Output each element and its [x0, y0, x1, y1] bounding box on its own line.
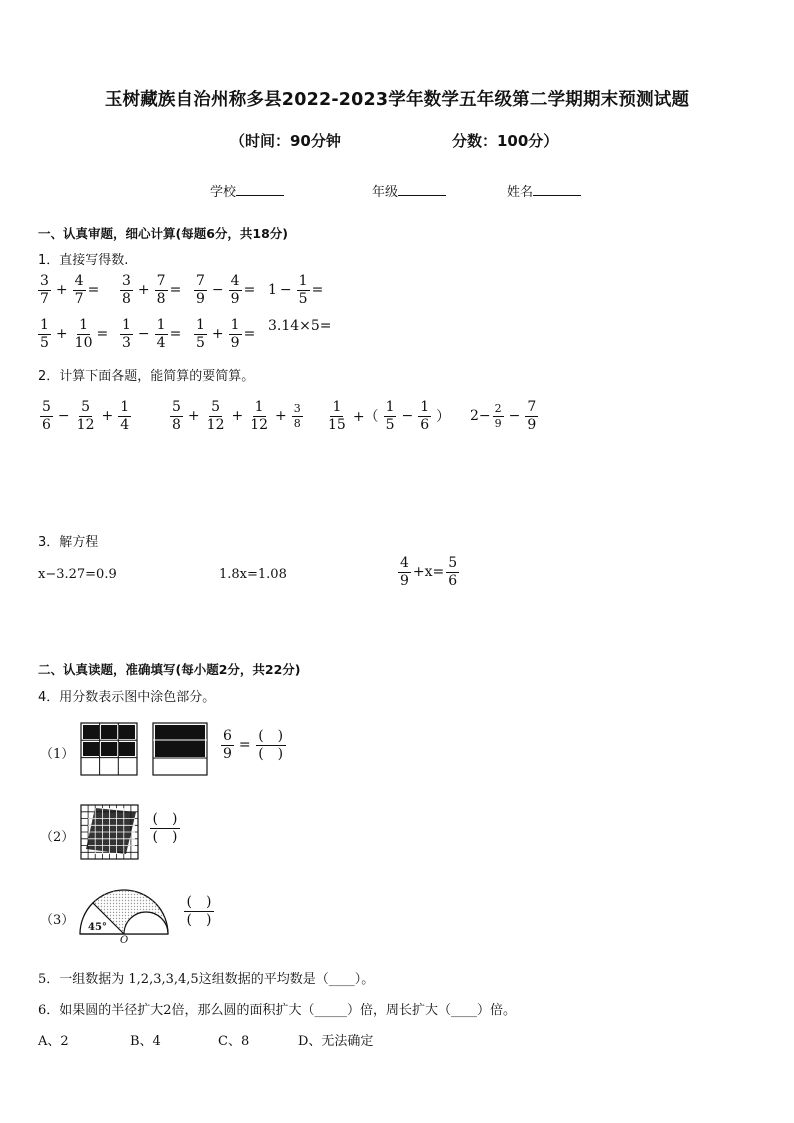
option-b: B、4 — [130, 1034, 161, 1049]
calc-item: $\frac{7}{9}$ − $\frac{4}{9}$ = — [196, 273, 256, 307]
section1-heading: 一、认真审题，细心计算(每题6分，共18分) — [38, 226, 289, 241]
fraction: $\frac{7}{9}$ — [196, 273, 205, 307]
part1-answer: $\frac{6}{9}$ = $\frac{( )}{( )}$ — [219, 729, 288, 761]
option-c: C、8 — [218, 1034, 250, 1049]
fraction: $\frac{1}{15}$ — [328, 399, 346, 433]
calc-item: $\frac{1}{5}$ + $\frac{1}{10}$ = — [40, 317, 109, 351]
section2-heading: 二、认真读题，准确填写(每小题2分，共22分) — [38, 662, 301, 677]
q1-label: 1．直接写得数. — [38, 253, 129, 268]
q2-label: 2．计算下面各题，能简算的要简算。 — [38, 369, 255, 384]
fraction: $\frac{5}{12}$ — [206, 399, 225, 433]
q5-text: 5．一组数据为 1,2,3,3,4,5这组数据的平均数是（____）。 — [38, 972, 375, 987]
exam-score: 分数：100分） — [452, 132, 559, 150]
fraction: $\frac{5}{12}$ — [76, 399, 95, 433]
calc-item: $\frac{3}{7}$ + $\frac{4}{7}$ = — [40, 273, 100, 307]
answer-blank-fraction: $\frac{( )}{( )}$ — [150, 812, 180, 844]
calc-item: $\frac{1}{5}$ + $\frac{1}{9}$ = — [196, 317, 256, 351]
part3-answer — [182, 895, 216, 927]
parallelogram-grid-figure — [80, 804, 140, 860]
part3-label: （3） — [40, 913, 75, 928]
grid-3x3-figure — [80, 722, 138, 776]
school-label: 学校 — [210, 185, 237, 200]
calc-item: $\frac{3}{8}$ + $\frac{7}{8}$ = — [122, 273, 182, 307]
angle-label: 45° — [88, 922, 107, 933]
fraction: $\frac{5}{6}$ — [42, 399, 51, 433]
striped-rectangle-figure — [152, 722, 208, 776]
school-field — [210, 181, 284, 200]
q2-expression-2: $\frac{5}{8}$ + $\frac{5}{12}$ + $\frac{1}{12}$ + $\frac{3}{8}$ — [172, 399, 301, 433]
fraction: $\frac{4}{7}$ — [74, 273, 84, 307]
fraction: $\frac{1}{4}$ — [120, 399, 130, 433]
fraction: $\frac{1}{5}$ — [385, 399, 395, 433]
part1-label: （1） — [40, 747, 75, 762]
fraction: $\frac{7}{8}$ — [156, 273, 166, 307]
part2-label: （2） — [40, 830, 75, 845]
fraction: $\frac{1}{4}$ — [156, 317, 166, 351]
calc-item: 1 − $\frac{1}{5}$ = — [268, 273, 324, 307]
origin-label: O — [120, 935, 129, 944]
fraction: $\frac{1}{5}$ — [298, 273, 308, 307]
q6-text: 6．如果圆的半径扩大2倍，那么圆的面积扩大（_____）倍，周长扩大（____）倍。 — [38, 1003, 517, 1018]
name-field — [507, 181, 581, 200]
q3-label: 3．解方程 — [38, 535, 99, 550]
q2-expression-3: $\frac{1}{15}$ +（ $\frac{1}{5}$ − $\frac{1}{6}$ ） — [328, 399, 451, 433]
fraction: $\frac{3}{7}$ — [40, 273, 49, 307]
q2-expression-1: $\frac{5}{6}$ − $\frac{5}{12}$ + $\frac{1}{4}$ — [42, 399, 130, 433]
fraction: $\frac{1}{9}$ — [230, 317, 240, 351]
answer-blank-fraction: $\frac{( )}{( )}$ — [184, 895, 214, 927]
option-a: A、2 — [38, 1034, 69, 1049]
grade-field — [372, 181, 446, 200]
q2-expression-4: 2− $\frac{2}{9}$ − $\frac{7}{9}$ — [470, 399, 537, 433]
page-title: 玉树藏族自治州称多县2022-2023学年数学五年级第二学期期末预测试题 — [104, 90, 690, 110]
fraction: $\frac{1}{12}$ — [250, 399, 269, 433]
option-d: D、无法确定 — [298, 1034, 374, 1049]
fraction: $\frac{7}{9}$ — [527, 399, 537, 433]
fraction: $\frac{1}{3}$ — [122, 317, 131, 351]
part2-answer — [148, 812, 182, 844]
calc-item: 3.14×5= — [268, 318, 332, 334]
fraction: $\frac{3}{8}$ — [122, 273, 131, 307]
exam-time: （时间：90分钟 — [230, 132, 341, 150]
fraction: $\frac{1}{10}$ — [74, 317, 93, 351]
fraction: $\frac{2}{9}$ — [494, 402, 502, 430]
fraction: $\frac{5}{8}$ — [172, 399, 181, 433]
fraction: $\frac{1}{5}$ — [40, 317, 49, 351]
fraction: $\frac{3}{8}$ — [293, 402, 301, 430]
fraction: $\frac{4}{9}$ — [400, 555, 409, 589]
equation-1: x−3.27=0.9 — [38, 567, 117, 582]
calc-item: $\frac{1}{3}$ − $\frac{1}{4}$ = — [122, 317, 182, 351]
fraction: $\frac{4}{9}$ — [230, 273, 240, 307]
answer-blank-fraction: $\frac{( )}{( )}$ — [256, 729, 286, 761]
fraction: $\frac{5}{6}$ — [448, 555, 458, 589]
q4-label: 4．用分数表示图中涂色部分。 — [38, 690, 216, 705]
fraction: $\frac{1}{5}$ — [196, 317, 205, 351]
fraction-6-9: $\frac{6}{9}$ — [223, 728, 232, 762]
equation-3-body: $\frac{4}{9}$ +x= $\frac{5}{6}$ — [400, 555, 458, 589]
semicircle-sector-figure — [76, 884, 176, 944]
grade-label: 年级 — [372, 185, 399, 200]
name-label: 姓名 — [507, 185, 534, 200]
equation-2: 1.8x=1.08 — [219, 567, 287, 582]
fraction: $\frac{1}{6}$ — [420, 399, 430, 433]
